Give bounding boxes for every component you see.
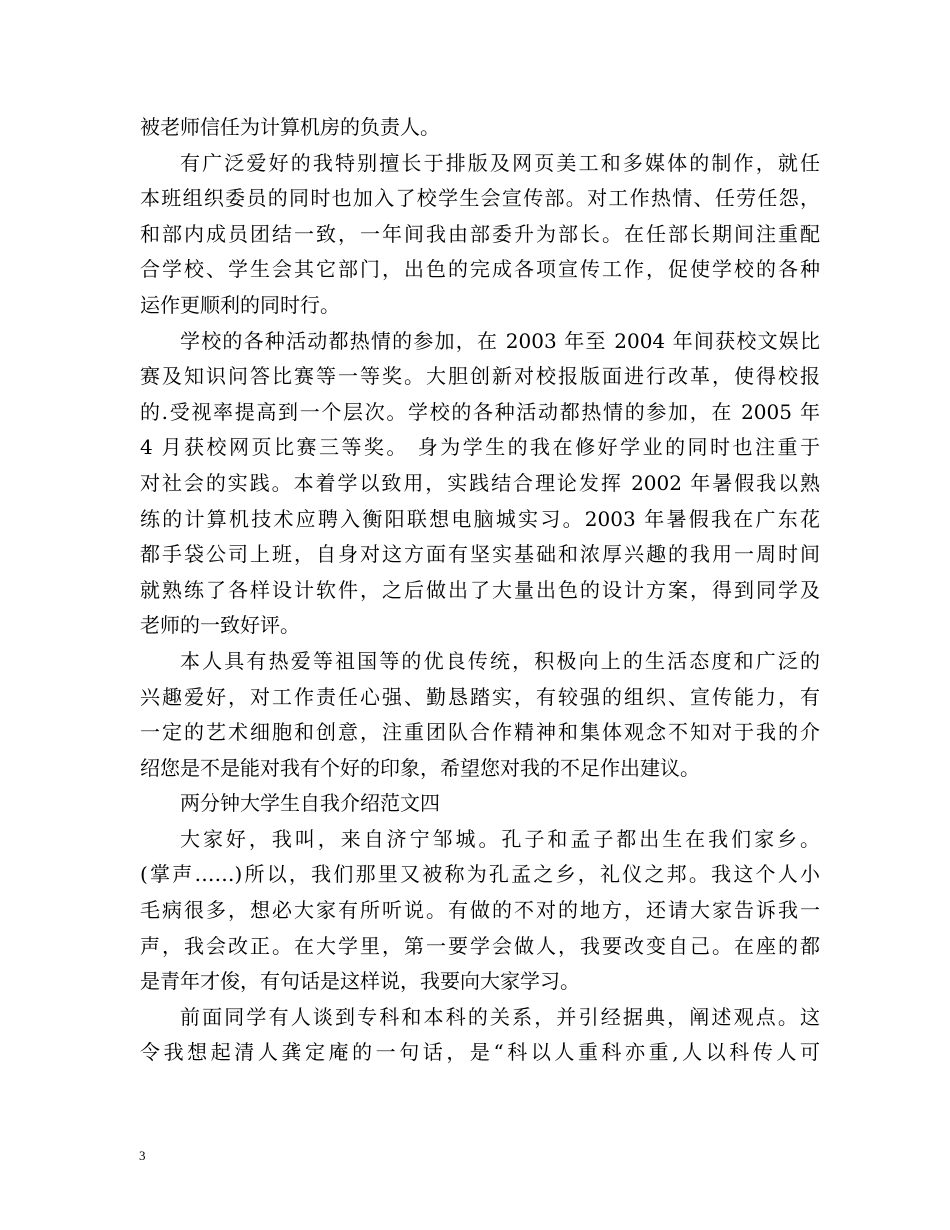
text-line: 两分钟大学生自我介绍范文四 <box>180 791 440 816</box>
text-line: 运作更顺利的同时行。 <box>140 292 340 317</box>
text-line: 兴趣爱好，对工作责任心强、勤恳踏实，有较强的组织、宣传能力，有 <box>140 684 820 709</box>
text-line: 大家好，我叫，来自济宁邹城。孔子和孟子都出生在我们家乡。 <box>180 826 820 851</box>
body-text <box>140 110 820 1071</box>
text-line: 本班组织委员的同时也加入了校学生会宣传部。对工作热情、任劳任怨， <box>140 186 820 211</box>
text-line: 绍您是不是能对我有个好的印象，希望您对我的不足作出建议。 <box>140 755 700 780</box>
text-line: 是青年才俊，有句话是这样说，我要向大家学习。 <box>140 969 580 994</box>
text-line: 练的计算机技术应聘入衡阳联想电脑城实习。2003 年暑假我在广东花 <box>140 506 820 531</box>
text-line: 学校的各种活动都热情的参加，在 2003 年至 2004 年间获校文娱比 <box>180 328 820 353</box>
text-line: 声，我会改正。在大学里，第一要学会做人，我要改变自己。在座的都 <box>140 933 820 958</box>
text-line: 令我想起清人龚定庵的一句话，是“科以人重科亦重,人以科传人可 <box>140 1040 820 1065</box>
text-line: 毛病很多，想必大家有所听说。有做的不对的地方，还请大家告诉我一 <box>140 898 820 923</box>
text-line: 和部内成员团结一致，一年间我由部委升为部长。在任部长期间注重配 <box>140 221 820 246</box>
text-line: 对社会的实践。本着学以致用，实践结合理论发挥 2002 年暑假我以熟 <box>140 470 820 495</box>
text-line: 的.受视率提高到一个层次。学校的各种活动都热情的参加，在 2005 年 <box>140 399 820 424</box>
text-line: 一定的艺术细胞和创意，注重团队合作精神和集体观念不知对于我的介 <box>140 720 820 745</box>
text-line: 有广泛爱好的我特别擅长于排版及网页美工和多媒体的制作，就任 <box>180 150 820 175</box>
page-number: 3 <box>139 1148 146 1163</box>
text-line: 就熟练了各样设计软件，之后做出了大量出色的设计方案，得到同学及 <box>140 577 820 602</box>
text-line: 合学校、学生会其它部门，出色的完成各项宣传工作，促使学校的各种 <box>140 257 820 282</box>
text-line: 赛及知识问答比赛等一等奖。大胆创新对校报版面进行改革，使得校报 <box>140 364 820 389</box>
text-line: 都手袋公司上班，自身对这方面有坚实基础和浓厚兴趣的我用一周时间 <box>140 542 820 567</box>
text-line: 前面同学有人谈到专科和本科的关系，并引经据典，阐述观点。这 <box>180 1004 820 1029</box>
text-line: 4 月获校网页比赛三等奖。 身为学生的我在修好学业的同时也注重于 <box>140 435 820 460</box>
text-line: 老师的一致好评。 <box>140 613 300 638</box>
text-line: (掌声……)所以，我们那里又被称为孔孟之乡，礼仪之邦。我这个人小 <box>140 862 820 887</box>
text-line: 被老师信任为计算机房的负责人。 <box>140 115 440 139</box>
text-line: 本人具有热爱等祖国等的优良传统，积极向上的生活态度和广泛的 <box>180 648 820 673</box>
